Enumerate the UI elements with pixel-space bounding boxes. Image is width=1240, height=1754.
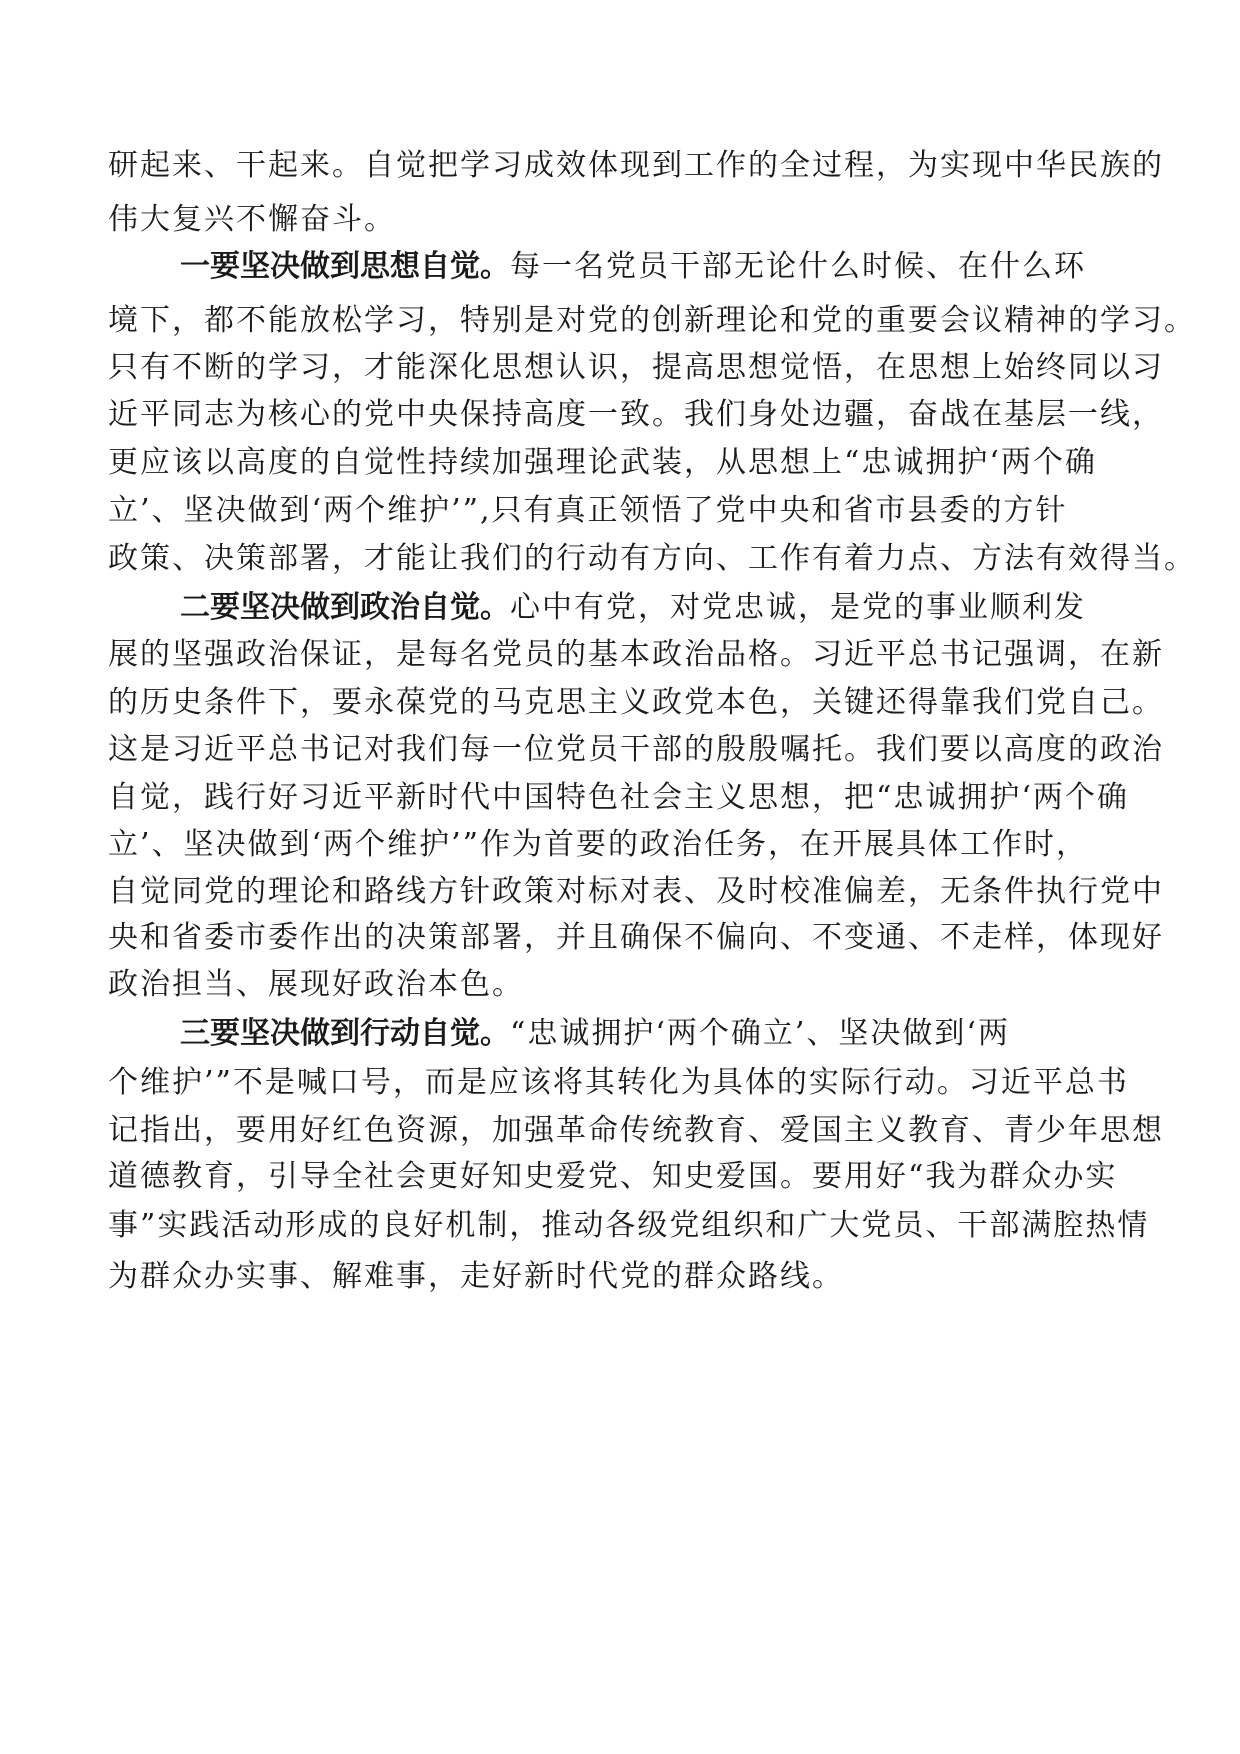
- line-text: 这是习近平总书记对我们每一位党员干部的殷殷嘱托。我们要以高度的政治: [108, 732, 1164, 767]
- line-text: 境下，都不能放松学习，特别是对党的创新理论和党的重要会议精神的学习。: [108, 303, 1196, 338]
- text-line: [108, 872, 1164, 912]
- text-line: [108, 539, 1196, 579]
- line-text: 展的坚强政治保证，是每名党员的基本政治品格。习近平总书记强调，在新: [108, 637, 1164, 672]
- text-line: [108, 395, 1164, 435]
- line-text: 政策、决策部署，才能让我们的行动有方向、工作有着力点、方法有效得当。: [108, 541, 1196, 576]
- line-text: 事”实践活动形成的良好机制，推动各级党组织和广大党员、干部满腔热情: [108, 1208, 1150, 1243]
- text-line: [108, 1257, 1148, 1297]
- paragraph-heading: 二要坚决做到政治自觉。: [180, 590, 510, 625]
- text-line: [108, 301, 1196, 341]
- text-line: [108, 730, 1164, 770]
- text-line: [108, 965, 1148, 1005]
- text-line: [108, 491, 1148, 531]
- line-text: 为群众办实事、解难事，走好新时代党的群众路线。: [108, 1259, 844, 1294]
- line-text: 记指出，要用好红色资源，加强革命传统教育、爱国主义教育、青少年思想: [108, 1113, 1164, 1148]
- line-text: 立’、坚决做到‘两个维护’”作为首要的政治任务，在开展具体工作时，: [108, 827, 1088, 862]
- text-line: [108, 1206, 1148, 1246]
- line-text: 心中有党，对党忠诚，是党的事业顺利发: [510, 590, 1086, 625]
- text-line: [108, 778, 1148, 818]
- line-text: 更应该以高度的自觉性持续加强理论武装，从思想上“忠诚拥护‘两个确: [108, 445, 1097, 480]
- text-line: [108, 825, 1148, 865]
- text-line: [108, 1157, 1148, 1197]
- text-line: [108, 1063, 1148, 1103]
- line-text: 只有不断的学习，才能深化思想认识，提高思想觉悟，在思想上始终同以习: [108, 350, 1164, 385]
- text-line: [108, 200, 1148, 240]
- line-text: 立’、坚决做到‘两个维护’”,只有真正领悟了党中央和省市县委的方针: [108, 493, 1068, 528]
- text-line: [108, 635, 1164, 675]
- paragraph-heading-line: [180, 247, 1220, 287]
- text-line: [108, 443, 1148, 483]
- text-line: [108, 683, 1164, 723]
- line-text: 自觉同党的理论和路线方针政策对标对表、及时校准偏差，无条件执行党中: [108, 874, 1164, 909]
- line-text: 政治担当、展现好政治本色。: [108, 967, 524, 1002]
- line-text: 研起来、干起来。自觉把学习成效体现到工作的全过程，为实现中华民族的: [108, 148, 1164, 183]
- text-line: [108, 348, 1164, 388]
- line-text: 每一名党员干部无论什么时候、在什么环: [510, 249, 1086, 284]
- line-text: 自觉，践行好习近平新时代中国特色社会主义思想，把“忠诚拥护‘两个确: [108, 780, 1129, 815]
- line-text: 道德教育，引导全社会更好知史爱党、知史爱国。要用好“我为群众办实: [108, 1159, 1118, 1194]
- line-text: 近平同志为核心的党中央保持高度一致。我们身处边疆，奋战在基层一线，: [108, 397, 1164, 432]
- line-text: 伟大复兴不懈奋斗。: [108, 202, 396, 237]
- text-line: [108, 146, 1164, 186]
- line-text: 个维护’”不是喊口号，而是应该将其转化为具体的实际行动。习近平总书: [108, 1065, 1129, 1100]
- paragraph-heading-line: [180, 1014, 1220, 1054]
- line-text: 的历史条件下，要永葆党的马克思主义政党本色，关键还得靠我们党自己。: [108, 685, 1164, 720]
- line-text: 央和省委市委作出的决策部署，并且确保不偏向、不变通、不走样，体现好: [108, 920, 1164, 955]
- paragraph-heading: 一要坚决做到思想自觉。: [180, 249, 510, 284]
- paragraph-heading: 三要坚决做到行动自觉。: [180, 1016, 510, 1051]
- line-text: “忠诚拥护‘两个确立’、坚决做到‘两: [510, 1016, 1010, 1051]
- text-line: [108, 918, 1164, 958]
- text-line: [108, 1111, 1164, 1151]
- paragraph-heading-line: [180, 588, 1220, 628]
